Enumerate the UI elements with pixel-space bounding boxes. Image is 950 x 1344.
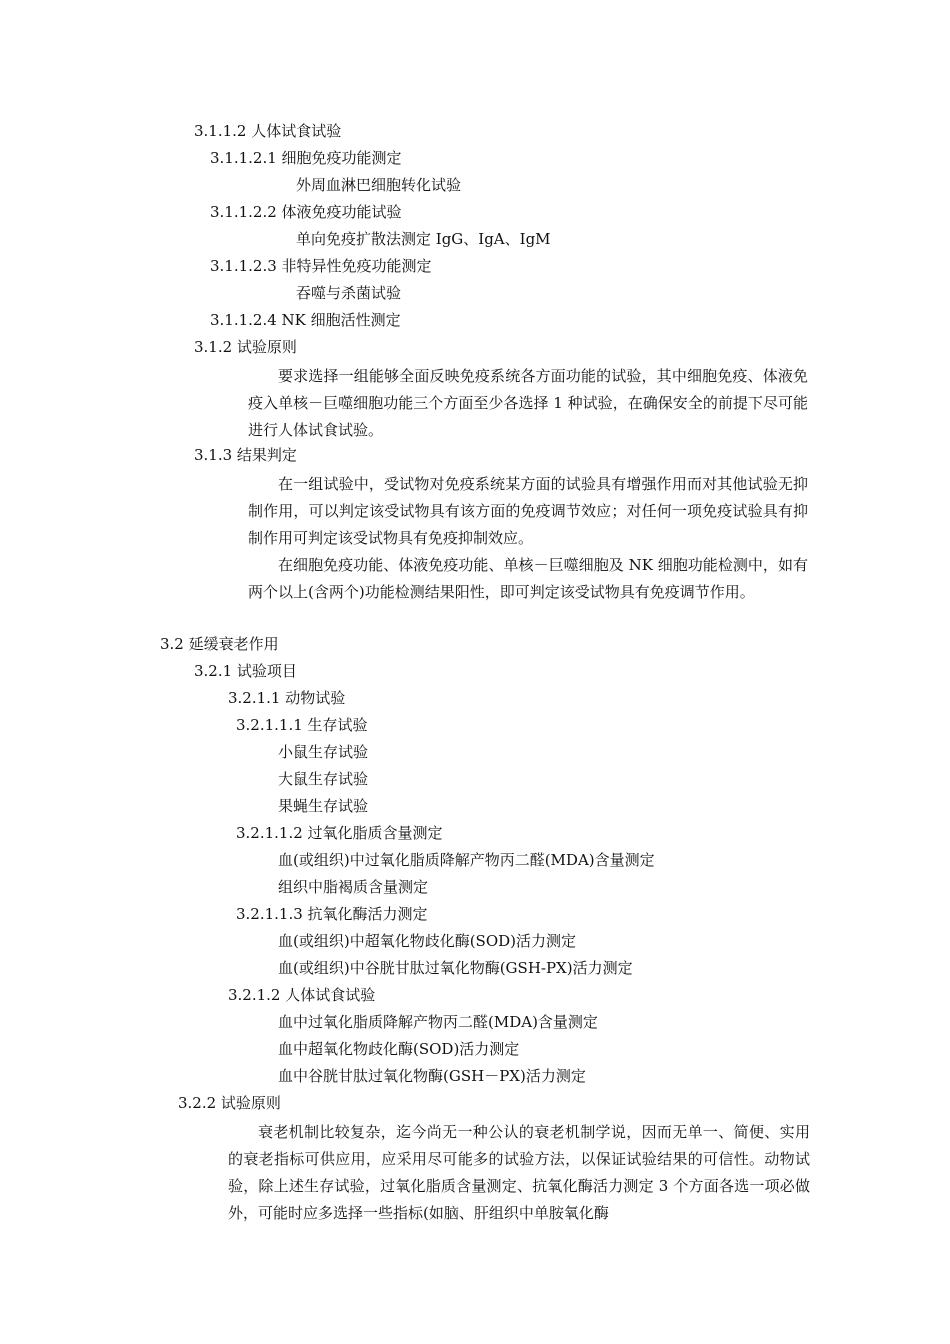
list-item: 血中过氧化脂质降解产物丙二醛(MDA)含量测定	[278, 1013, 598, 1031]
heading-3-2-1-1: 3.2.1.1 动物试验	[228, 689, 346, 707]
heading-3-2-1: 3.2.1 试验项目	[194, 662, 297, 680]
heading-3-1-1-2-2: 3.1.1.2.2 体液免疫功能试验	[210, 203, 402, 221]
list-item: 血中超氧化物歧化酶(SOD)活力测定	[278, 1040, 520, 1058]
paragraph-test-principle: 要求选择一组能够全面反映免疫系统各方面功能的试验，其中细胞免疫、体液免疫入单核－巨噬细胞功能三个方面至少各选择 1 种试验，在确保安全的前提下尽可能进行人体试食试验。	[248, 367, 808, 439]
heading-3-2-2: 3.2.2 试验原则	[178, 1094, 281, 1112]
list-item: 血(或组织)中超氧化物歧化酶(SOD)活力测定	[278, 932, 577, 950]
list-item: 果蝇生存试验	[278, 797, 369, 815]
paragraph-result-judgement-1: 在一组试验中，受试物对免疫系统某方面的试验具有增强作用而对其他试验无抑制作用，可以判定该受试物具有该方面的免疫调节效应；对任何一项免疫试验具有抑制作用可判定该受试物具有免疫抑制效应。	[248, 475, 808, 547]
list-item: 单向免疫扩散法测定 IgG、IgA、IgM	[296, 230, 551, 248]
heading-3-2-1-2: 3.2.1.2 人体试食试验	[228, 986, 376, 1004]
heading-3-1-2: 3.1.2 试验原则	[194, 338, 297, 356]
list-item: 小鼠生存试验	[278, 743, 369, 761]
list-item: 外周血淋巴细胞转化试验	[296, 176, 462, 194]
paragraph-aging-principle: 衰老机制比较复杂，迄今尚无一种公认的衰老机制学说，因而无单一、简便、实用的衰老指标可供应用，应采用尽可能多的试验方法，以保证试验结果的可信性。动物试验，除上述生存试验，过氧化脂质含量测定、抗氧化酶活力测定 3 个方面各选一项必做外，可能时应多选择一些指标(如脑、肝组织中单胺氧化酶	[228, 1123, 810, 1222]
list-item: 血中谷胱甘肽过氧化物酶(GSH－PX)活力测定	[278, 1067, 586, 1085]
list-item: 组织中脂褐质含量测定	[278, 878, 429, 896]
heading-3-1-1-2-4: 3.1.1.2.4 NK 细胞活性测定	[210, 311, 401, 329]
heading-3-1-1-2: 3.1.1.2 人体试食试验	[194, 122, 342, 140]
list-item: 血(或组织)中过氧化脂质降解产物丙二醛(MDA)含量测定	[278, 851, 655, 869]
list-item: 血(或组织)中谷胱甘肽过氧化物酶(GSH-PX)活力测定	[278, 959, 633, 977]
heading-3-2-1-1-2: 3.2.1.1.2 过氧化脂质含量测定	[236, 824, 443, 842]
heading-3-1-1-2-1: 3.1.1.2.1 细胞免疫功能测定	[210, 149, 402, 167]
heading-3-2-1-1-3: 3.2.1.1.3 抗氧化酶活力测定	[236, 905, 428, 923]
heading-3-1-1-2-3: 3.1.1.2.3 非特异性免疫功能测定	[210, 257, 432, 275]
heading-3-2-1-1-1: 3.2.1.1.1 生存试验	[236, 716, 368, 734]
list-item: 大鼠生存试验	[278, 770, 369, 788]
heading-3-2: 3.2 延缓衰老作用	[160, 635, 279, 653]
paragraph-result-judgement-2: 在细胞免疫功能、体液免疫功能、单核－巨噬细胞及 NK 细胞功能检测中，如有两个以上(含两个)功能检测结果阳性，即可判定该受试物具有免疫调节作用。	[248, 556, 808, 601]
heading-3-1-3: 3.1.3 结果判定	[194, 446, 297, 464]
list-item: 吞噬与杀菌试验	[296, 284, 402, 302]
